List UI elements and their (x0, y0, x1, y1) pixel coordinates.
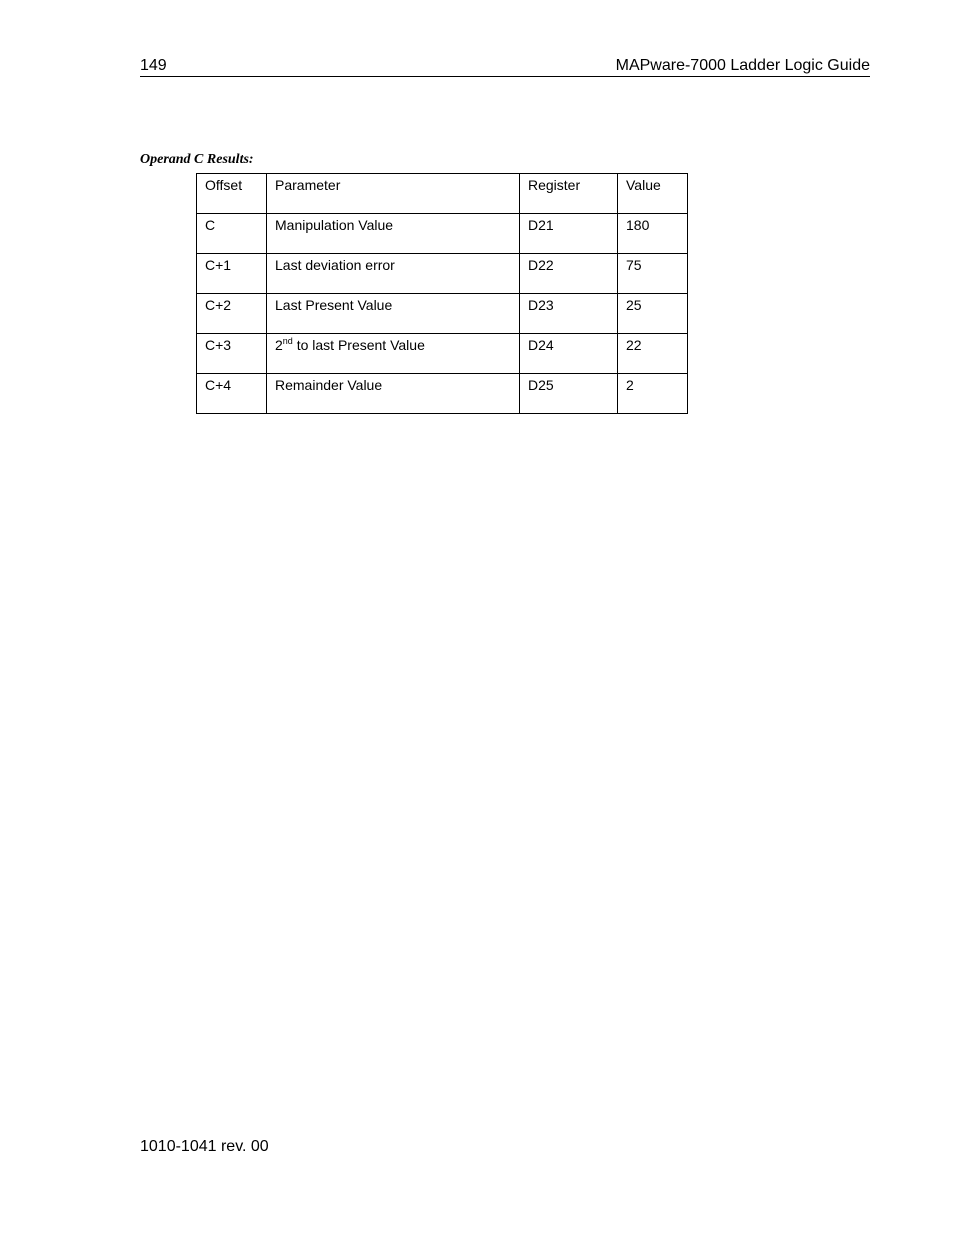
table-row (197, 254, 688, 294)
table-row (197, 374, 688, 414)
document-title: MAPware-7000 Ladder Logic Guide (615, 57, 870, 74)
operand-c-results-table (196, 173, 688, 414)
offset-cell: C+2 (197, 294, 267, 334)
column-header-value: Value (618, 174, 688, 214)
page-footer: 1010-1041 rev. 00 (140, 1138, 269, 1155)
offset-cell: C+3 (197, 334, 267, 374)
offset-cell: C+4 (197, 374, 267, 414)
parameter-rest: to last Present Value (292, 337, 425, 353)
parameter-number: 2 (275, 337, 283, 353)
value-cell: 180 (618, 214, 688, 254)
parameter-cell (267, 334, 520, 374)
table-header-row (197, 174, 688, 214)
value-cell: 22 (618, 334, 688, 374)
offset-cell: C (197, 214, 267, 254)
column-header-offset: Offset (197, 174, 267, 214)
table-row (197, 294, 688, 334)
table-row (197, 334, 688, 374)
register-cell: D23 (520, 294, 618, 334)
parameter-cell: Last Present Value (267, 294, 520, 334)
ordinal-suffix: nd (282, 336, 293, 346)
value-cell: 75 (618, 254, 688, 294)
page-number: 149 (140, 57, 167, 74)
value-cell: 2 (618, 374, 688, 414)
column-header-register: Register (520, 174, 618, 214)
page-header (140, 56, 870, 77)
register-cell: D21 (520, 214, 618, 254)
parameter-cell: Last deviation error (267, 254, 520, 294)
section-heading: Operand C Results: (140, 152, 254, 167)
register-cell: D25 (520, 374, 618, 414)
value-cell: 25 (618, 294, 688, 334)
register-cell: D24 (520, 334, 618, 374)
offset-cell: C+1 (197, 254, 267, 294)
parameter-cell: Manipulation Value (267, 214, 520, 254)
register-cell: D22 (520, 254, 618, 294)
parameter-cell: Remainder Value (267, 374, 520, 414)
table-row (197, 214, 688, 254)
column-header-parameter: Parameter (267, 174, 520, 214)
